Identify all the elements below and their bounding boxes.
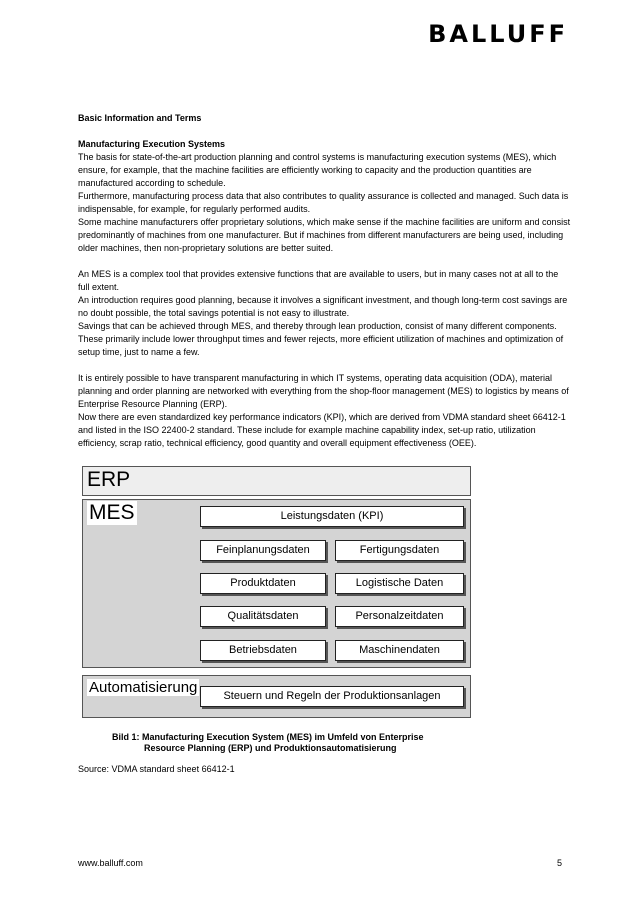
paragraph: An MES is a complex tool that provides extensive functions that are available to users, but in many cases not at all to the full extent. (78, 269, 559, 292)
subsection-title: Manufacturing Execution Systems (78, 139, 226, 149)
mes-layer (82, 499, 471, 668)
paragraph: The basis for state-of-the-art production planning and control systems is manufacturing execution systems (MES), which ensure, for example, that the machine facilities are efficiently working to capacity and the production quantities are manufactured according to schedule. (78, 152, 557, 188)
page-number: 5 (556, 858, 562, 868)
figure-caption (112, 732, 452, 754)
paragraph: Furthermore, manufacturing process data that also contributes to quality assurance is collected and managed. Such data is indispensable, for example, for regularly performed audits. (78, 191, 569, 214)
mes-diagram (82, 466, 471, 718)
feinplanung-box: Feinplanungsdaten (200, 540, 326, 561)
balluff-logo: BALLUFF (428, 20, 568, 48)
fertigung-box: Fertigungsdaten (335, 540, 464, 561)
automatisierung-layer (82, 675, 471, 718)
paragraph: It is entirely possible to have transparent manufacturing in which IT systems, operating data acquisition (ODA), material planning and order planning are networked with everything from the shop-floor management (MES) to logistics by means of Enterprise Resource Planning (ERP). (78, 373, 569, 409)
paragraph: Savings that can be achieved through MES, and thereby through lean production, consist of many different components. These primarily include lower throughput times and fewer rejects, more efficient utilization of machines and optimization of setup time, just to name a few. (78, 321, 564, 357)
steuern-box: Steuern und Regeln der Produktionsanlagen (200, 686, 464, 707)
caption-line-1: Bild 1: Manufacturing Execution System (MES) im Umfeld von Enterprise (112, 732, 424, 742)
maschinen-box: Maschinendaten (335, 640, 464, 661)
erp-label: ERP (87, 468, 131, 491)
automatisierung-label: Automatisierung (89, 679, 198, 696)
section-title: Basic Information and Terms (78, 113, 202, 123)
erp-layer (82, 466, 471, 496)
paragraph: Some machine manufacturers offer proprietary solutions, which make sense if the machine facilities are uniform and consist predominantly of machines from one manufacturer. But if machines from different manufacturers are being used, including older machines, then non-proprietary solutions are better suited. (78, 217, 571, 253)
document-body (78, 112, 572, 450)
personal-box: Personalzeitdaten (335, 606, 464, 627)
kpi-box: Leistungsdaten (KPI) (200, 506, 464, 527)
betrieb-box: Betriebsdaten (200, 640, 326, 661)
produkt-box: Produktdaten (200, 573, 326, 594)
source-note: Source: VDMA standard sheet 66412-1 (78, 764, 235, 774)
footer-url[interactable]: www.balluff.com (78, 858, 143, 868)
caption-line-2: Resource Planning (ERP) und Produktionsautomatisierung (144, 743, 397, 753)
logistik-box: Logistische Daten (335, 573, 464, 594)
mes-label: MES (89, 501, 135, 524)
paragraph: An introduction requires good planning, because it involves a significant investment, and though long-term cost savings are no doubt possible, the total savings potential is not easy to illustrate. (78, 295, 568, 318)
qualitaet-box: Qualitätsdaten (200, 606, 326, 627)
paragraph: Now there are even standardized key performance indicators (KPI), which are derived from VDMA standard sheet 66412-1 and listed in the ISO 22400-2 standard. These include for example machine capability index, set-up ratio, utilization efficiency, scrap ratio, technical efficiency, good quantity and overall equipment effectiveness (OEE). (78, 412, 566, 448)
